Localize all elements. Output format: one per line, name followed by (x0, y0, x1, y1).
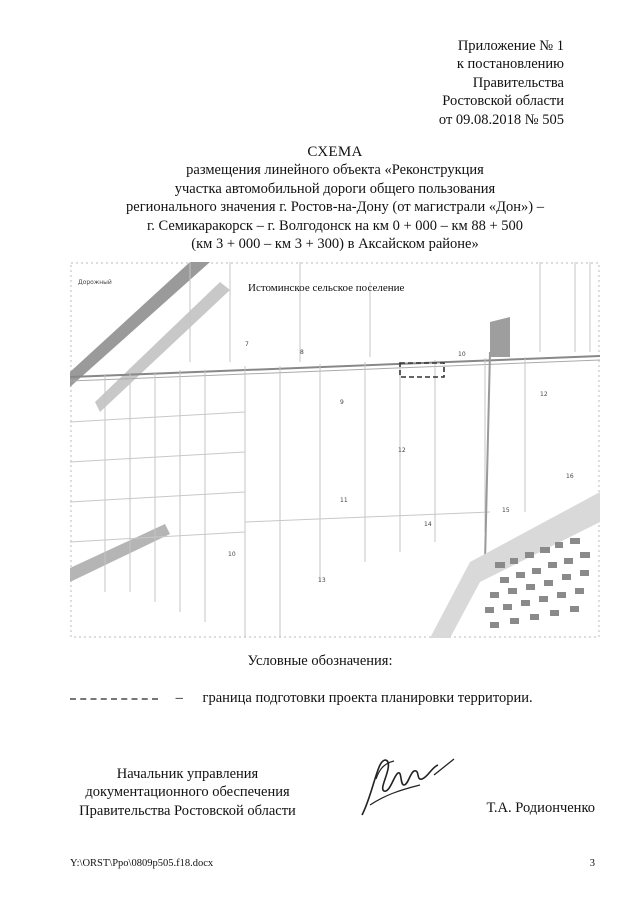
file-path: Y:\ORST\Ppo\0809p505.f18.docx (70, 858, 214, 869)
appendix-line: от 09.08.2018 № 505 (438, 111, 564, 128)
handwritten-signature (350, 745, 460, 830)
parcel-number: 12 (398, 447, 406, 454)
legend-item-text: граница подготовки проекта планировки территории. (202, 690, 533, 706)
appendix-line: Приложение № 1 (457, 38, 564, 54)
parcel-number: 11 (340, 497, 348, 504)
legend-title: Условные обозначения: (247, 653, 393, 669)
cadastral-map (70, 262, 600, 638)
parcel-number: 13 (318, 577, 326, 584)
street-label: Дорожный (78, 279, 112, 286)
parcel-number: 15 (502, 507, 510, 514)
parcel-number: 10 (228, 551, 236, 558)
parcel-number: 10 (458, 351, 466, 358)
map-drawing (70, 262, 600, 638)
signatory-line: Правительства Ростовской области (79, 802, 296, 819)
schema-heading (70, 143, 600, 253)
schema-line: г. Семикаракорск – г. Волгодонск на км 0 + 000 – км 88 + 500 (146, 217, 524, 234)
appendix-line: Правительства (472, 74, 564, 91)
parcel-number: 9 (340, 399, 344, 406)
parcel-number: 14 (424, 521, 432, 528)
legend-item (70, 690, 533, 707)
parcel-number: 12 (540, 391, 548, 398)
signatory-position (60, 765, 315, 820)
page-number: 3 (589, 858, 595, 869)
signatory-line: документационного обеспечения (85, 784, 290, 801)
settlement-label: Истоминское сельское поселение (248, 282, 405, 294)
parcel-number: 16 (566, 473, 574, 480)
schema-title: СХЕМА (307, 144, 363, 160)
schema-line: размещения линейного объекта «Реконструкция (186, 162, 484, 179)
appendix-line: к постановлению (456, 56, 564, 73)
signatory-line: Начальник управления (116, 766, 259, 782)
schema-line: (км 3 + 000 – км 3 + 300) в Аксайском районе» (191, 236, 479, 253)
appendix-line: Ростовской области (442, 93, 564, 110)
dashed-line-icon (70, 698, 158, 700)
appendix-header (364, 37, 564, 129)
parcel-number: 7 (245, 341, 249, 348)
legend-separator: – (175, 690, 183, 706)
schema-line: участка автомобильной дороги общего пользования (174, 180, 496, 197)
schema-line: регионального значения г. Ростов-на-Дону (от магистрали «Дон») – (126, 199, 544, 216)
signatory-name: Т.А. Родионченко (486, 800, 595, 816)
parcel-number: 8 (300, 349, 304, 356)
